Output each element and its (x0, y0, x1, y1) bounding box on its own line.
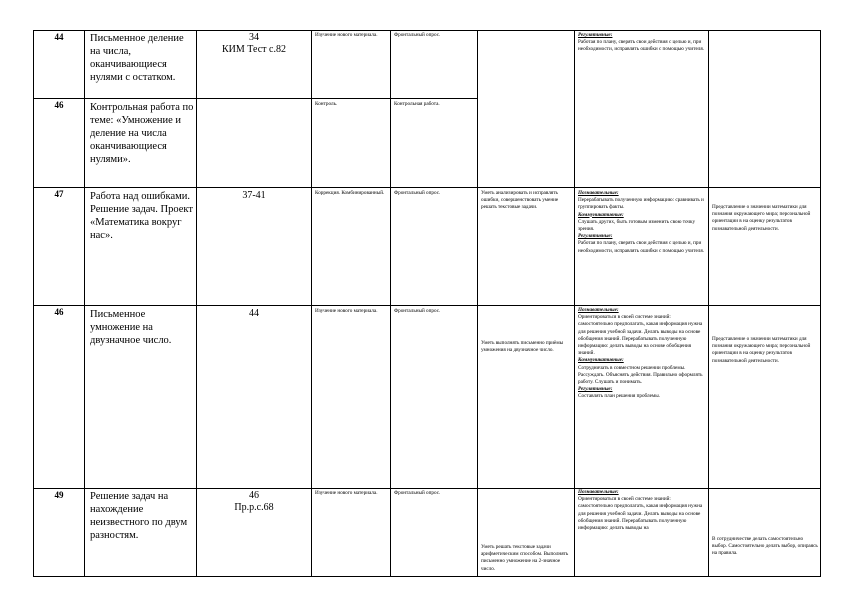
lesson-type: Изучение нового материала. (315, 32, 378, 38)
textbook-pages: 44 (249, 308, 259, 319)
uud-heading: Регулятивные: (578, 386, 613, 393)
control-form: Фронтальный опрос. (394, 32, 441, 38)
row-number: 47 (54, 189, 64, 199)
personal-results: Представление о значении математики для познания окружающего мира; персональной ориентации в на оценку результатов познавательной деятельности. (712, 204, 811, 232)
personal-results: В сотрудничестве делать самостоятельно выбор. Самостоятельно делать выбор, опираясь на правила. (712, 536, 818, 557)
h-line (33, 305, 820, 306)
uud-cell (578, 489, 706, 576)
lesson-topic: Контрольная работа по теме: «Умножение и деление на числа оканчивающиеся нулями». (90, 102, 194, 165)
skills-cell: Уметь решать текстовые задачи арифметическим способом. Выполнять письменно умножение на 2-значное число. (481, 544, 569, 572)
uud-cell (578, 307, 706, 487)
control-form: Фронтальный опрос. (394, 190, 441, 196)
uud-text: Работая по плану, сверять свои действия с целью и, при необходимости, исправлять ошибки с помощью учителя. (578, 39, 705, 53)
uud-text: Слушать других, быть готовым изменить свою точку зрения. (578, 218, 696, 233)
lesson-type: Коррекция. Комбинированный. (315, 190, 385, 196)
personal-results: Представление о значении математики для познания окружающего мира; персональной ориентации в на оценку результатов познавательной деятельности. (712, 336, 811, 364)
lesson-topic: Работа над ошибками. Решение задач. Проект «Математика вокруг нас». (90, 191, 193, 241)
uud-heading: Регулятивные: (578, 233, 613, 240)
uud-cell (578, 32, 706, 54)
v-line (390, 30, 391, 577)
h-line (33, 98, 477, 99)
lesson-topic: Письменное деление на числа, оканчивающиеся нулями с остатком. (90, 33, 184, 83)
textbook-pages: 46 Пр.р.с.68 (234, 490, 274, 513)
lesson-type: Изучение нового материала. (315, 308, 378, 314)
uud-heading: Коммуникативные: (578, 357, 624, 364)
v-line (820, 30, 821, 577)
control-form: Фронтальный опрос. (394, 308, 441, 314)
v-line (196, 30, 197, 577)
lesson-topic: Письменное умножение на двузначное число. (90, 309, 172, 346)
v-line (477, 30, 478, 577)
v-line (574, 30, 575, 577)
uud-heading: Регулятивные: (578, 32, 613, 38)
lesson-type: Контроль. (315, 101, 338, 107)
v-line (311, 30, 312, 577)
skills-cell: Уметь анализировать и исправлять ошибки, совершенствовать умение решать текстовые задачи. (481, 190, 559, 211)
h-line (33, 576, 820, 577)
row-number: 46 (54, 100, 64, 110)
h-line (33, 187, 820, 188)
control-form: Фронтальный опрос. (394, 490, 441, 496)
uud-text: Ориентироваться в своей системе знаний: самостоятельно предполагать, какая информация нужна для решения учебной задачи. Делать выводы на основе обобщения знаний. Перерабатывать полученную информацию: делать выводы на (578, 496, 703, 532)
row-number: 46 (54, 307, 64, 317)
uud-heading: Познавательные: (578, 489, 619, 495)
textbook-pages: 37-41 (242, 190, 266, 201)
row-number: 49 (54, 490, 64, 500)
row-number: 44 (54, 32, 64, 42)
uud-heading: Коммуникативные: (578, 211, 624, 218)
lesson-type: Изучение нового материала. (315, 490, 378, 496)
uud-cell (578, 190, 706, 304)
skills-cell: Уметь выполнять письменно приёмы умножения на двузначное число. (481, 340, 564, 354)
h-line (33, 30, 820, 31)
lesson-topic: Решение задач на нахождение неизвестного по двум разностям. (90, 491, 188, 541)
textbook-pages: 34 КИМ Тест с.82 (222, 32, 286, 55)
uud-text: Сотрудничать в совместном решении проблемы. Рассуждать. Объяснять действия. Правильно оформлять работу. Слушать и понимать. (578, 364, 703, 386)
control-form: Контрольная работа. (394, 101, 440, 107)
uud-heading: Познавательные: (578, 190, 619, 196)
uud-text: Работая по плану, сверять свои действия с целью и, при необходимости, исправлять ошибки с помощью учителя. (578, 240, 705, 254)
uud-heading: Познавательные: (578, 307, 619, 313)
v-line (708, 30, 709, 577)
uud-text: Перерабатывать полученную информацию: сравнивать и группировать факты. (578, 197, 704, 211)
uud-text: Ориентироваться в своей системе знаний: самостоятельно предполагать, какая информация нужна для решения учебной задачи. Делать выводы на основе обобщения знаний. Перерабатывать полученную информацию: делать выводы на основе обобщения знаний. (578, 314, 703, 357)
v-line (84, 30, 85, 577)
uud-text: Составлять план решения проблемы. (578, 393, 661, 400)
